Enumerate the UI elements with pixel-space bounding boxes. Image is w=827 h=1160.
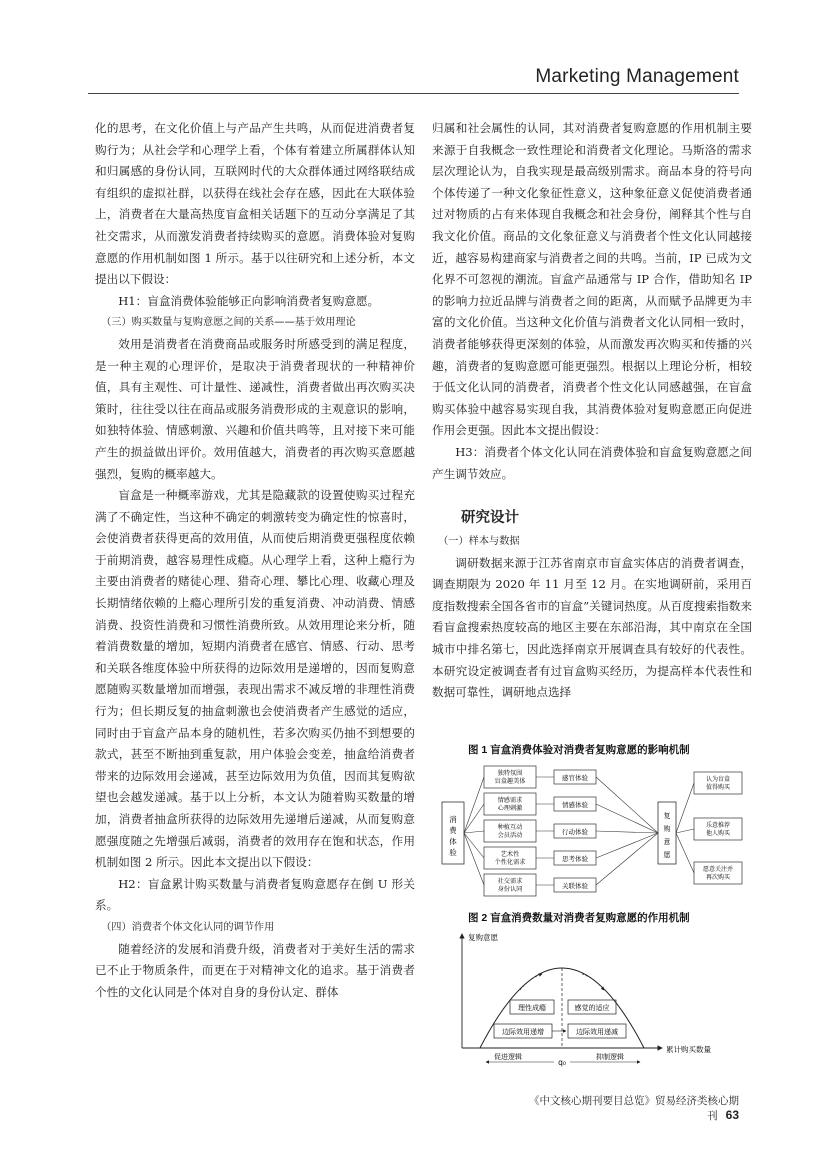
inhibit-label: 抑制逻辑 (596, 1053, 624, 1061)
dimension-label: 情感体验 (562, 801, 588, 809)
figure-1-diagram (440, 762, 745, 902)
x-axis-label: 累计购买数量 (666, 1045, 711, 1054)
subsection-heading: （一）样本与数据 (438, 536, 520, 548)
factor-label: 情感需求心理刺激 (497, 797, 523, 812)
up-arrow-curve (520, 974, 542, 990)
left-column (95, 118, 415, 1003)
paragraph: 调研数据来源于江苏省南京市盲盒实体店的消费者调查，调查期限为 2020 年 11 月至 12 月。在实地调研前，采用百度指数搜索全国各省市的盲盒”关键词热度。从百度搜索指数来看盲盒搜索热度较高的地区主要在东部沿海，其中南京在全国城市中排名第七，因此选择南京开展调查具有较好的代表性。本研究设定被调查者有过盲盒购买经历，为提高样本代表性和数据可靠性，调研地点选择 (432, 555, 752, 700)
factor-label: 艺术性个性化需求 (494, 851, 526, 866)
factor-label: 独特氛围盲盒趣美体 (494, 770, 526, 785)
paragraph: 盲盒是一种概率游戏，尤其是隐藏款的设置使购买过程充满了不确定性，当这种不确定的刺激转变为确定性的惊喜时，会使消费者获得更高的效用值，从而使后期消费更强程度依赖于前期消费，越容易理性成瘾。从心理学上看，这种上瘾行为主要由消费者的赌徒心理、猎奇心理、攀比心理、收藏心理及长期情绪依赖的上瘾心理所引发的重复消费、冲动消费、情感消费、投资性消费和习惯性消费所致。从效用理论来分析，随着消费数量的增加，短期内消费者在感官、情感、行动、思考和关联各维度体验中所获得的边际效用是递增的，因而复购意愿随购买数量增加而增强，表现出需求不减反增的非理性消费行为；但长期反复的抽盒刺激也会使消费者产生感觉的适应，同时由于盲盒产品本身的随机性，若多次购买仍抽不到想要的款式，甚至不断抽到重复款，用户体验会变差，抽盒给消费者带来的边际效用会递减，甚至边际效用为负值，因而其复购欲望也会越发递减。基于以上分析，本文认为随着购买数量的增加，消费者抽盒所获得的边际效用先递增后递减，从而复购意愿强度随之先增强后减弱，消费者的效用存在饱和状态，作用机制如图 2 所示。因此本文提出以下假设： (95, 488, 415, 870)
paragraph: 归属和社会属性的认同，其对消费者复购意愿的作用机制主要来源于自我概念一致性理论和消费者文化理论。马斯洛的需求层次理论认为，自我实现是最高级别需求。商品本身的符号向个体传递了一种文化象征性意义，这种象征意义促使消费者通过对物质的占有来体现自我概念和社会身份，阐释其个性与自我文化价值。商品的文化象征意义与消费者个性文化认同越接近，越容易构建商家与消费者之间的共鸣。当前，IP 已成为文化界不可忽视的潮流。盲盒产品通常与 IP 合作，借助知名 IP 的影响力拉近品牌与消费者之间的距离，从而赋予品牌更为丰富的文化价值。当这种文化价值与消费者文化认同相一致时，消费者能够获得更深刻的体验，从而激发再次购买和传播的兴趣，消费者的复购意愿可能更强烈。根据以上理论分析，相较于低文化认同的消费者，消费者个性文化认同感越强，在盲盒购买体验中越容易实现自我，其消费体验对复购意愿正向促进作用会更强。因此本文提出假设： (432, 121, 752, 438)
paragraph: 效用是消费者在消费商品或服务时所感受到的满足程度，是一种主观的心理评价，是取决于消费者现状的一种精神价值，具有主观性、可计量性、递减性，消费者做出再次购买决策时，往往受以往在商品或服务消费形成的主观意识的影响，如独特体验、情感刺激、兴趣和价值共鸣等，且对接下来可能产生的损益做出评价。效用值越大，消费者的再次购买意愿越强烈，复购的概率越大。 (95, 336, 415, 481)
rational-addiction-label: 理性成瘾 (518, 1004, 546, 1012)
page-footer (520, 1093, 739, 1123)
hypothesis-h2: H2：盲盒累计购买数量与消费者复购意愿存在倒 U 形关系。 (95, 876, 415, 913)
hypothesis-h1: H1：盲盒消费体验能够正向影响消费者复购意愿。 (118, 293, 380, 308)
figure-2-diagram (450, 928, 740, 1068)
dimension-label: 关联体验 (562, 882, 588, 890)
q0-label: q₀ (558, 1058, 566, 1067)
page-number: 63 (725, 1108, 739, 1122)
consumer-experience-label: 消费体验 (449, 815, 457, 857)
dimension-label: 感官体验 (562, 774, 588, 782)
header-rule (88, 93, 739, 94)
dimension-label: 思考体验 (562, 855, 588, 863)
figure-2-caption: 图 2 盲盒消费数量对消费者复购意愿的作用机制 (468, 912, 690, 924)
promote-label: 促进逻辑 (494, 1053, 522, 1061)
subsection-heading: （四）消费者个体文化认同的调节作用 (101, 921, 275, 933)
outcome-label: 认为盲盒值得购买 (705, 776, 731, 791)
sensory-adaptation-label: 感觉的适应 (574, 1004, 610, 1012)
section-heading: 研究设计 (461, 510, 519, 527)
paragraph: 随着经济的发展和消费升级，消费者对于美好生活的需求已不止于物质条件，而更在于对精神文化的追求。基于消费者个性的文化认同是个体对自身的身份认定、群体 (95, 941, 415, 999)
journal-note: 《中文核心期刊要目总览》贸易经济类核心期刊 (529, 1095, 739, 1122)
down-arrow-curve (582, 974, 604, 990)
y-axis-label: 复购意愿 (468, 933, 498, 942)
marginal-decrease-label: 边际效用递减 (576, 1028, 618, 1036)
paragraph: 化的思考，在文化价值上与产品产生共鸣，从而促进消费者复购行为；从社会学和心理学上看，个体有着建立所属群体认知和归属感的身份认同，互联网时代的大众群体通过网络联结成有组织的虚拟社群，以获得在线社会存在感，因此在大联体验上，消费者在大量高热度盲盒相关话题下的互动分享满足了其社交需求，从而激发消费者持续购买的意愿。消费体验对复购意愿的作用机制如图 1 所示。基于以往研究和上述分析，本文提出以下假设： (95, 121, 415, 287)
dimension-label: 行动体验 (562, 828, 588, 836)
factor-label: 种植互动会员活动 (497, 824, 523, 839)
figure-1-caption: 图 1 盲盒消费体验对消费者复购意愿的影响机制 (468, 744, 690, 756)
outcome-label: 愿意关注并再次购买 (702, 866, 734, 881)
hypothesis-h3: H3：消费者个体文化认同在消费体验和盲盒复购意愿之间产生调节效应。 (432, 444, 752, 481)
right-column (432, 118, 752, 704)
factor-label: 社交需求身份认同 (497, 878, 523, 893)
subsection-heading: （三）购买数量与复购意愿之间的关系——基于效用理论 (101, 317, 356, 329)
running-header-title: Marketing Management (535, 66, 739, 87)
outcome-label: 乐意推荐他人购买 (705, 822, 731, 837)
repurchase-intention-label: 复购意愿 (663, 812, 671, 859)
marginal-increase-label: 边际效用递增 (502, 1028, 544, 1036)
